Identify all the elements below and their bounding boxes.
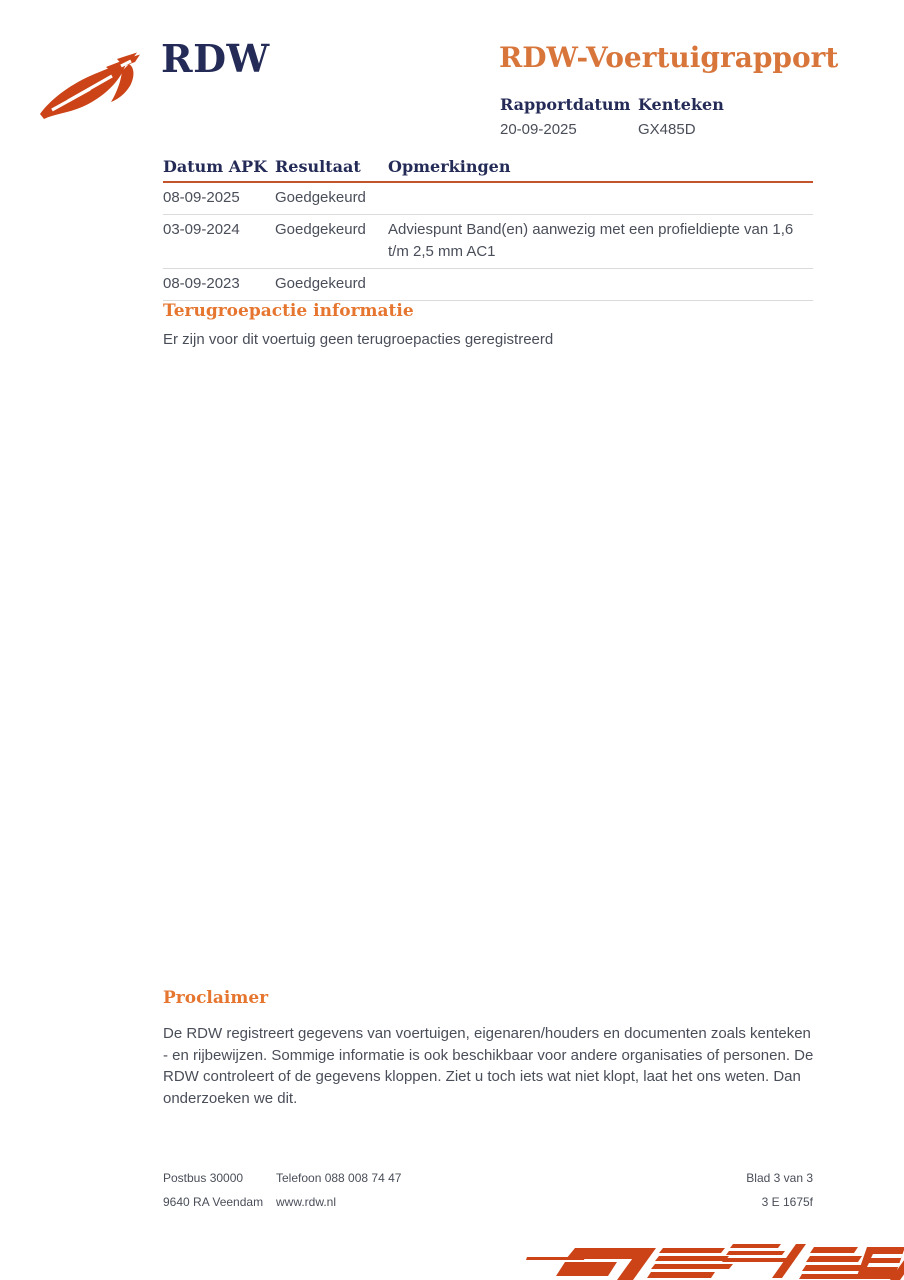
cell-opmerkingen: Adviespunt Band(en) aanwezig met een profieldiepte van 1,6 t/m 2,5 mm AC1 — [388, 215, 813, 269]
footer-page-number: Blad 3 van 3 — [746, 1171, 813, 1185]
speed-stripes-graphic-icon — [504, 1242, 904, 1280]
footer-website: www.rdw.nl — [276, 1195, 337, 1209]
col-header-datum-apk: Datum APK — [163, 157, 275, 182]
rdw-wing-logo-icon — [34, 50, 164, 126]
footer-row — [163, 1171, 813, 1195]
rdw-wordmark: RDW — [161, 36, 270, 81]
col-header-opmerkingen: Opmerkingen — [388, 157, 813, 182]
rapportdatum-block — [500, 95, 630, 138]
cell-resultaat: Goedgekeurd — [275, 182, 388, 215]
footer-postbus: Postbus 30000 — [163, 1171, 244, 1185]
proclaimer-body: De RDW registreert gegevens van voertuigen, eigenaren/houders en documenten zoals kenteken - en rijbewijzen. Sommige informatie is ook beschikbaar voor andere organisaties of personen. De RDW controleert of de gegevens kloppen. Ziet u toch iets wat niet klopt, laat het ons weten. Dan onderzoeken we dit. — [163, 1025, 814, 1107]
footer-phone: Telefoon 088 008 74 47 — [276, 1171, 402, 1185]
terugroepactie-heading: Terugroepactie informatie — [163, 301, 414, 321]
proclaimer-section — [163, 988, 815, 1109]
cell-opmerkingen — [388, 269, 813, 301]
table-header-row — [163, 157, 813, 182]
cell-datum: 03-09-2024 — [163, 215, 275, 269]
apk-history-table — [163, 157, 813, 301]
cell-resultaat: Goedgekeurd — [275, 269, 388, 301]
kenteken-value: GX485D — [638, 121, 696, 138]
footer-city: 9640 RA Veendam — [163, 1195, 264, 1209]
terugroepactie-section — [163, 301, 823, 348]
table-row — [163, 269, 813, 301]
table-row — [163, 215, 813, 269]
terugroepactie-body: Er zijn voor dit voertuig geen terugroepacties geregistreerd — [163, 331, 554, 348]
cell-resultaat: Goedgekeurd — [275, 215, 388, 269]
kenteken-block — [638, 95, 724, 138]
proclaimer-heading: Proclaimer — [163, 988, 269, 1008]
kenteken-label: Kenteken — [638, 95, 724, 114]
page-footer — [163, 1171, 813, 1219]
page-title: RDW-Voertuigrapport — [499, 41, 839, 74]
cell-datum: 08-09-2025 — [163, 182, 275, 215]
rapportdatum-label: Rapportdatum — [500, 95, 631, 114]
table-row — [163, 182, 813, 215]
cell-opmerkingen — [388, 182, 813, 215]
rapportdatum-value: 20-09-2025 — [500, 121, 577, 138]
cell-datum: 08-09-2023 — [163, 269, 275, 301]
footer-form-code: 3 E 1675f — [761, 1195, 813, 1209]
col-header-resultaat: Resultaat — [275, 157, 388, 182]
footer-row — [163, 1195, 813, 1219]
